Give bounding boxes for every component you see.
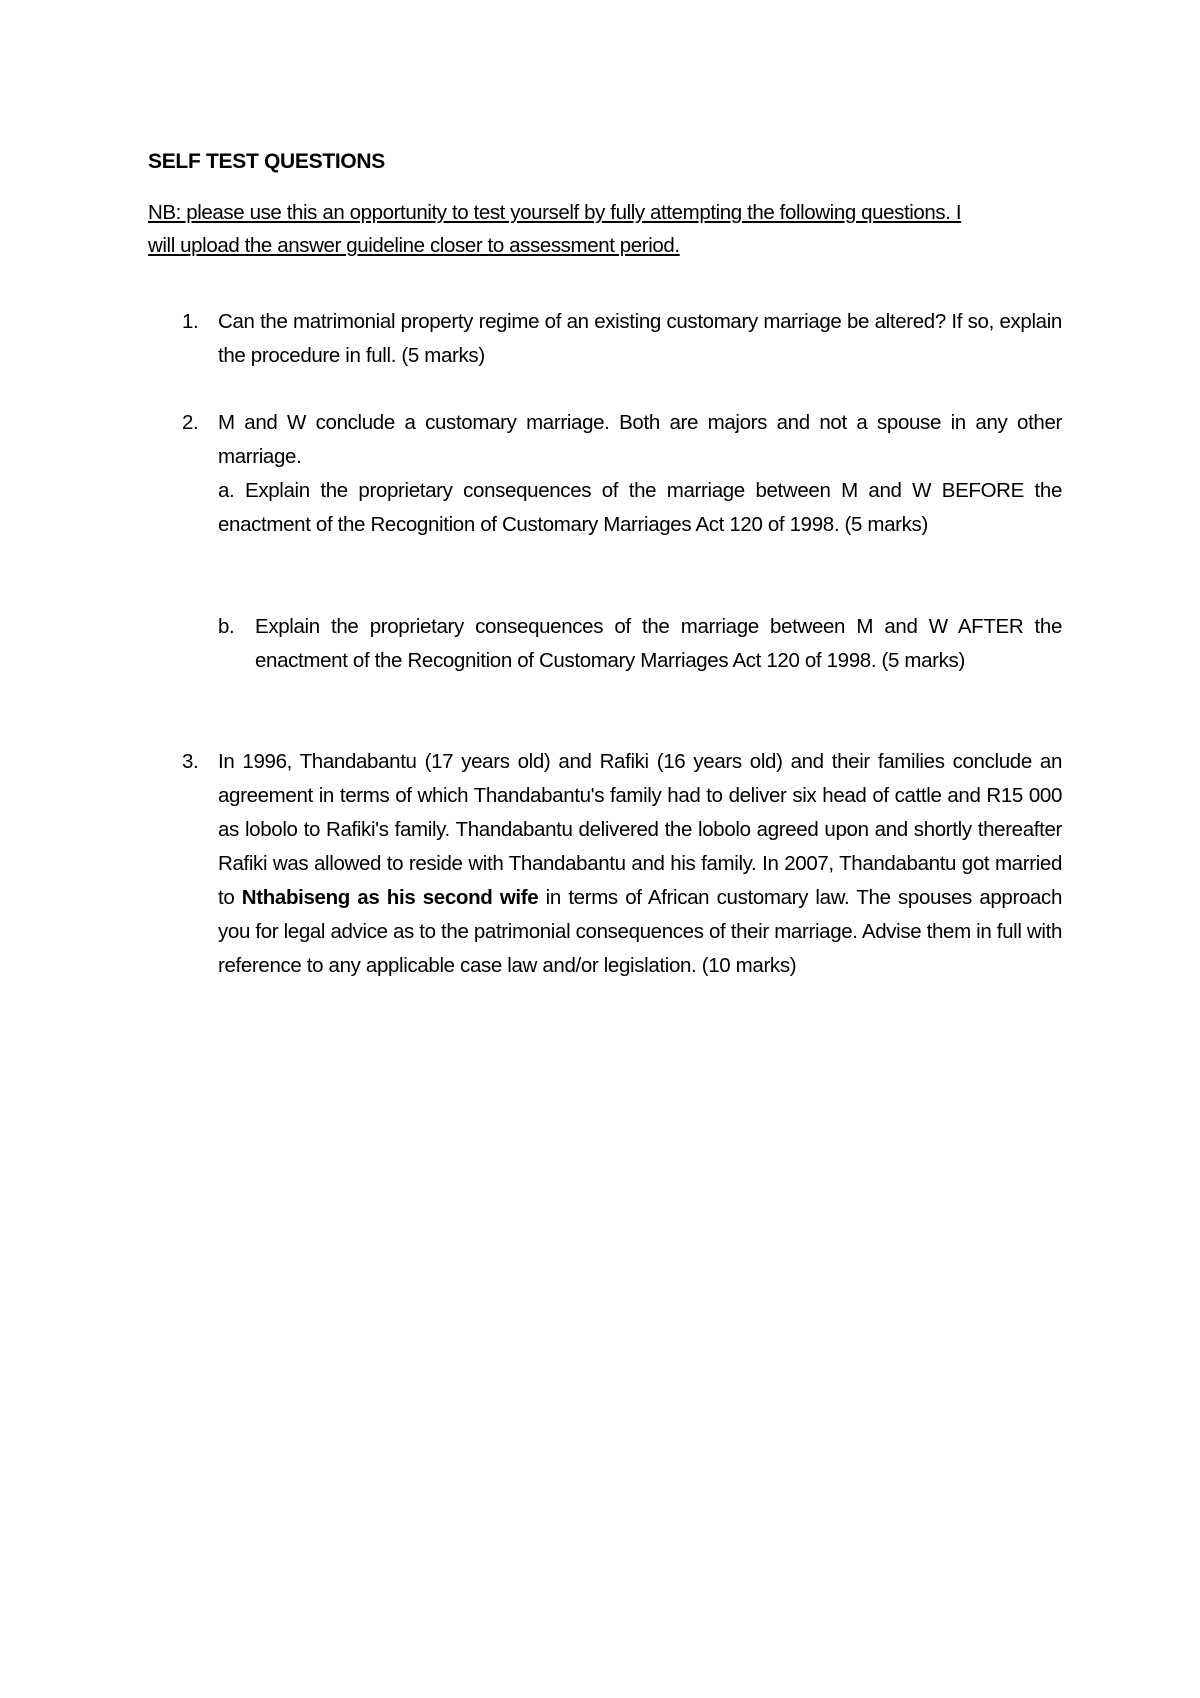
nb-note: NB: please use this an opportunity to test yourself by fully attempting the following questions. I will upload the answer guideline closer to assessment period. xyxy=(148,201,962,257)
question-number: 2. xyxy=(182,411,199,434)
question-2-part-b xyxy=(218,610,1062,712)
question-text-part-1: In 1996, Thandabantu (17 years old) and Rafiki (16 years old) and their families conclude an agreement in terms of which Thandabantu's family had to deliver six head of cattle and R15 000 as lobolo to Rafiki's family. Thandabantu delivered the lobolo agreed upon and shortly thereafter Rafiki was allowed to reside with Thandabantu and his family. In 2007, Thandabantu got married to xyxy=(218,750,1062,909)
question-text: M and W conclude a customary marriage. Both are majors and not a spouse in any other marriage. xyxy=(218,411,1062,468)
part-label: b. xyxy=(218,615,235,638)
question-2-part-a: a. Explain the proprietary consequences of the marriage between M and W BEFORE the enactment of the Recognition of Customary Marriages Act 120 of 1998. (5 marks) xyxy=(218,479,1062,536)
part-text: Explain the proprietary consequences of the marriage between M and W AFTER the enactment of the Recognition of Customary Marriages Act 120 of 1998. (5 marks) xyxy=(255,615,1062,672)
question-text xyxy=(218,745,1062,983)
question-number: 1. xyxy=(182,310,199,333)
question-text-bold: Nthabiseng as his second wife xyxy=(241,886,539,909)
question-2 xyxy=(182,406,1062,476)
question-number: 3. xyxy=(182,750,199,773)
question-3 xyxy=(182,745,1062,1015)
question-text-part-2: in terms of African customary law. The spouses approach you for legal advice as to the patrimonial consequences of their marriage. Advise them in full with reference to any applicable case law and/or legislation. (10 marks) xyxy=(218,886,1063,977)
question-text: Can the matrimonial property regime of an existing customary marriage be altered? If so, explain the procedure in full. (5 marks) xyxy=(218,310,1062,367)
question-1 xyxy=(182,305,1062,375)
document-title: SELF TEST QUESTIONS xyxy=(148,150,385,173)
